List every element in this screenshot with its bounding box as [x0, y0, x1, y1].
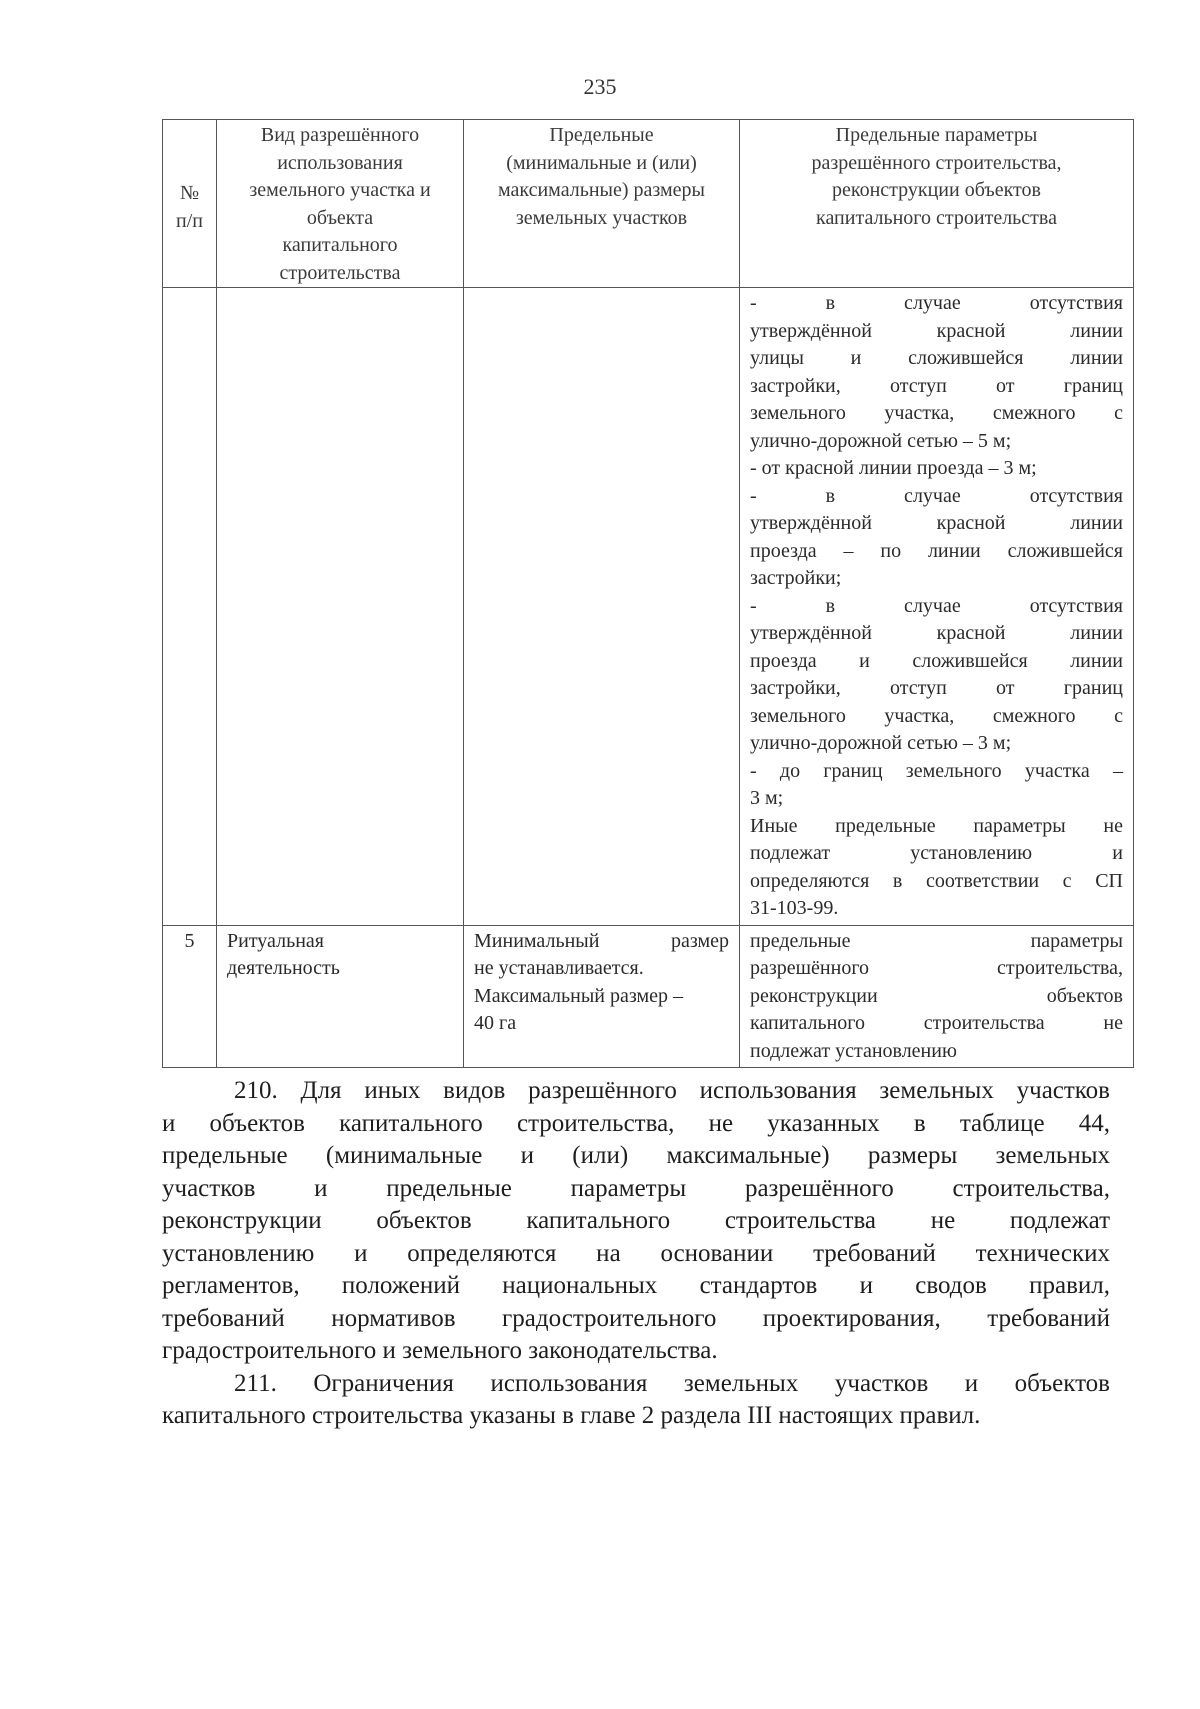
header-line: Вид разрешённого [260, 124, 420, 146]
text-line: земельного участка, смежного с [750, 402, 1123, 424]
cell-empty [163, 288, 217, 926]
text-line: регламентов, положений национальных стандартов и сводов правил, [162, 1272, 1110, 1299]
text-line: предельные параметры [750, 929, 1123, 952]
text-line: 3 м; [750, 787, 784, 809]
text-line: улицы и сложившейся линии [750, 347, 1123, 369]
header-line: (минимальные и (или) [506, 151, 697, 174]
text-line: Минимальный размер [474, 929, 729, 952]
text-line: подлежат установлению [750, 1039, 957, 1062]
text-line: - в случае отсутствия [750, 484, 1123, 507]
text-line: утверждённой красной линии [750, 512, 1123, 534]
text-line: реконструкции объектов [750, 984, 1123, 1007]
header-plot-sizes [464, 120, 740, 288]
cell-land-use-type [217, 925, 464, 1068]
text-line: разрешённого строительства, [750, 957, 1123, 979]
text-line: и объектов капитального строительства, не указанных в таблице 44, [162, 1109, 1110, 1137]
text-line: утверждённой красной линии [750, 622, 1123, 644]
header-line: разрешённого строительства, [811, 151, 1062, 174]
text-line: - до границ земельного участка – [750, 759, 1123, 782]
text-line: - в случае отсутствия [750, 594, 1123, 617]
header-line: земельного участка и [249, 179, 431, 201]
text-line: 31-103-99. [750, 897, 839, 919]
table-header-row [163, 120, 1134, 288]
body-text [162, 1075, 1110, 1433]
text-line: капитального строительства указаны в главе 2 раздела III настоящих правил. [162, 1402, 981, 1429]
text-line: определяются в соответствии с СП [750, 869, 1123, 892]
text-line: застройки; [750, 567, 842, 589]
header-line: капитального [282, 234, 398, 256]
text-line: улично-дорожной сетью – 5 м; [750, 429, 1012, 452]
text-line: Максимальный размер – [474, 984, 684, 1007]
header-num-line: п/п [176, 209, 203, 232]
text-line: требований нормативов градостроительного проектирования, требований [162, 1304, 1110, 1332]
regulations-table [162, 119, 1134, 1068]
header-line: максимальные) размеры [497, 179, 705, 201]
header-line: строительства [279, 261, 401, 284]
text-line: проезда и сложившейся линии [750, 649, 1123, 672]
header-line: использования [277, 151, 403, 174]
text-line: участков и предельные параметры разрешённого строительства, [162, 1174, 1110, 1202]
text-line: - в случае отсутствия [750, 292, 1123, 314]
text-line: земельного участка, смежного с [750, 704, 1123, 727]
cell-empty [217, 288, 464, 926]
table-row [163, 925, 1134, 1068]
cell-plot-sizes [464, 925, 740, 1068]
header-line: Предельные параметры [835, 124, 1038, 146]
text-line: Иные предельные параметры не [750, 814, 1123, 837]
text-line: подлежат установлению и [750, 842, 1123, 864]
text-line: установлению и определяются на основании требований технических [162, 1239, 1110, 1267]
text-line: - от красной линии проезда – 3 м; [750, 457, 1037, 479]
text-line: Ритуальная [227, 929, 324, 952]
header-num-line: № [179, 182, 200, 204]
cell-row-number: 5 [163, 925, 217, 1068]
text-line: 210. Для иных видов разрешённого использования земельных участков [234, 1077, 1110, 1104]
text-line: проезда – по линии сложившейся [750, 539, 1123, 562]
text-line: застройки, отступ от границ [750, 374, 1123, 397]
text-line: предельные (минимальные и (или) максимальные) размеры земельных [162, 1142, 1110, 1169]
header-num [163, 120, 217, 288]
header-line: реконструкции объектов [832, 179, 1041, 201]
header-line: Предельные [549, 124, 654, 146]
header-line: капитального строительства [816, 206, 1057, 229]
text-line: деятельность [227, 957, 340, 979]
text-line: реконструкции объектов капитального строительства не подлежат [162, 1207, 1110, 1234]
text-line: градостроительного и земельного законодательства. [162, 1337, 718, 1364]
header-build-params [740, 120, 1134, 288]
text-line: застройки, отступ от границ [750, 677, 1123, 699]
text-line: 211. Ограничения использования земельных участков и объектов [234, 1369, 1110, 1397]
page-number: 235 [583, 74, 617, 99]
header-line: объекта [306, 206, 374, 229]
header-line: земельных участков [515, 206, 688, 229]
header-land-use-type [217, 120, 464, 288]
text-line: капитального строительства не [750, 1012, 1123, 1034]
text-line: 40 га [474, 1012, 517, 1034]
text-line: утверждённой красной линии [750, 319, 1123, 342]
paragraph-210 [162, 1075, 1110, 1368]
table-row-continuation [163, 288, 1134, 926]
cell-empty [464, 288, 740, 926]
text-line: улично-дорожной сетью – 3 м; [750, 732, 1012, 754]
cell-continuation-params [740, 288, 1134, 926]
text-line: не устанавливается. [474, 957, 644, 979]
paragraph-211 [162, 1368, 1110, 1433]
cell-build-params [740, 925, 1134, 1068]
